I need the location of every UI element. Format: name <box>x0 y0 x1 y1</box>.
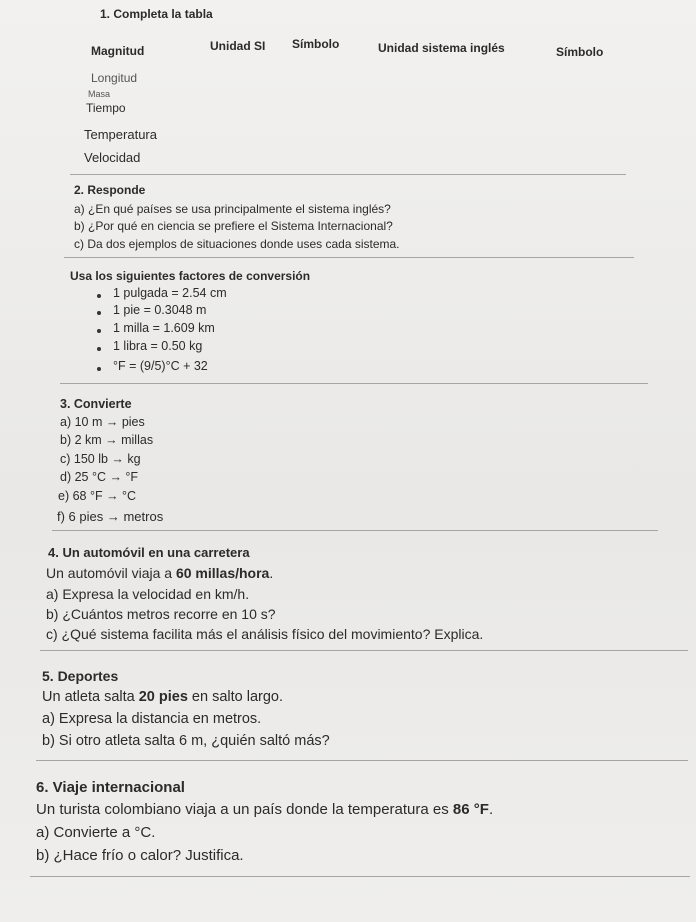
conversion-exercise: e) 68 °F → °C <box>58 489 137 503</box>
table-row-temperatura: Temperatura <box>84 127 157 142</box>
question-item: c) Da dos ejemplos de situaciones donde uses cada sistema. <box>74 237 400 251</box>
problem-statement: Un turista colombiano viaja a un país donde la temperatura es 86 °F. <box>36 801 494 818</box>
conversion-factor: 1 libra = 0.50 kg <box>113 339 203 353</box>
question-item: a) ¿En qué países se usa principalmente el sistema inglés? <box>74 202 391 216</box>
table-header-magnitud: Magnitud <box>91 44 145 58</box>
bullet-icon <box>97 311 101 315</box>
question-item: a) Expresa la distancia en metros. <box>42 711 262 727</box>
divider <box>60 383 648 384</box>
table-row-velocidad: Velocidad <box>84 150 141 165</box>
question-item: b) Si otro atleta salta 6 m, ¿quién saltó más? <box>42 733 330 749</box>
section-1-title: 1. Completa la tabla <box>100 7 213 21</box>
conversion-factor: 1 pie = 0.3048 m <box>113 303 207 317</box>
table-header-simbolo-ingles: Símbolo <box>556 45 604 59</box>
table-row-longitud: Longitud <box>91 71 138 85</box>
question-item: a) Convierte a °C. <box>36 824 156 841</box>
divider <box>40 650 688 651</box>
question-item: c) ¿Qué sistema facilita más el análisis físico del movimiento? Explica. <box>46 626 484 642</box>
section-2-title: 2. Responde <box>74 183 146 197</box>
question-item: b) ¿Cuántos metros recorre en 10 s? <box>46 606 276 622</box>
section-3-title: 3. Convierte <box>60 397 132 411</box>
problem-statement: Un atleta salta 20 pies en salto largo. <box>42 689 284 705</box>
question-item: b) ¿Hace frío o calor? Justifica. <box>36 847 244 864</box>
conversion-factor: 1 pulgada = 2.54 cm <box>113 286 227 300</box>
conversion-exercise: a) 10 m → pies <box>60 415 145 429</box>
table-row-masa: Masa <box>88 89 111 99</box>
question-item: b) ¿Por qué en ciencia se prefiere el Sistema Internacional? <box>74 219 393 233</box>
bullet-icon <box>97 329 101 333</box>
conversion-exercise: c) 150 lb → kg <box>60 452 141 466</box>
divider <box>36 760 688 761</box>
problem-statement: Un automóvil viaja a 60 millas/hora. <box>46 565 274 581</box>
table-header-simbolo: Símbolo <box>292 37 340 51</box>
conversion-formula: °F = (9/5)°C + 32 <box>113 359 208 373</box>
divider <box>30 876 690 877</box>
table-header-unidad-si: Unidad SI <box>210 39 266 53</box>
divider <box>52 530 658 531</box>
conversion-factors-title: Usa los siguientes factores de conversión <box>70 269 311 283</box>
divider <box>70 174 626 175</box>
table-row-tiempo: Tiempo <box>86 101 126 115</box>
section-4-title: 4. Un automóvil en una carretera <box>48 545 250 560</box>
conversion-exercise: b) 2 km → millas <box>60 433 154 447</box>
question-item: a) Expresa la velocidad en km/h. <box>46 586 250 602</box>
section-6-title: 6. Viaje internacional <box>36 779 185 796</box>
bullet-icon <box>97 294 101 298</box>
table-header-unidad-ingles: Unidad sistema inglés <box>378 41 505 55</box>
bullet-icon <box>97 347 101 351</box>
conversion-exercise: f) 6 pies → metros <box>57 509 164 524</box>
divider <box>64 257 634 258</box>
conversion-factor: 1 milla = 1.609 km <box>113 321 215 335</box>
conversion-exercise: d) 25 °C → °F <box>60 470 139 484</box>
bullet-icon <box>97 367 101 371</box>
section-5-title: 5. Deportes <box>42 668 119 684</box>
